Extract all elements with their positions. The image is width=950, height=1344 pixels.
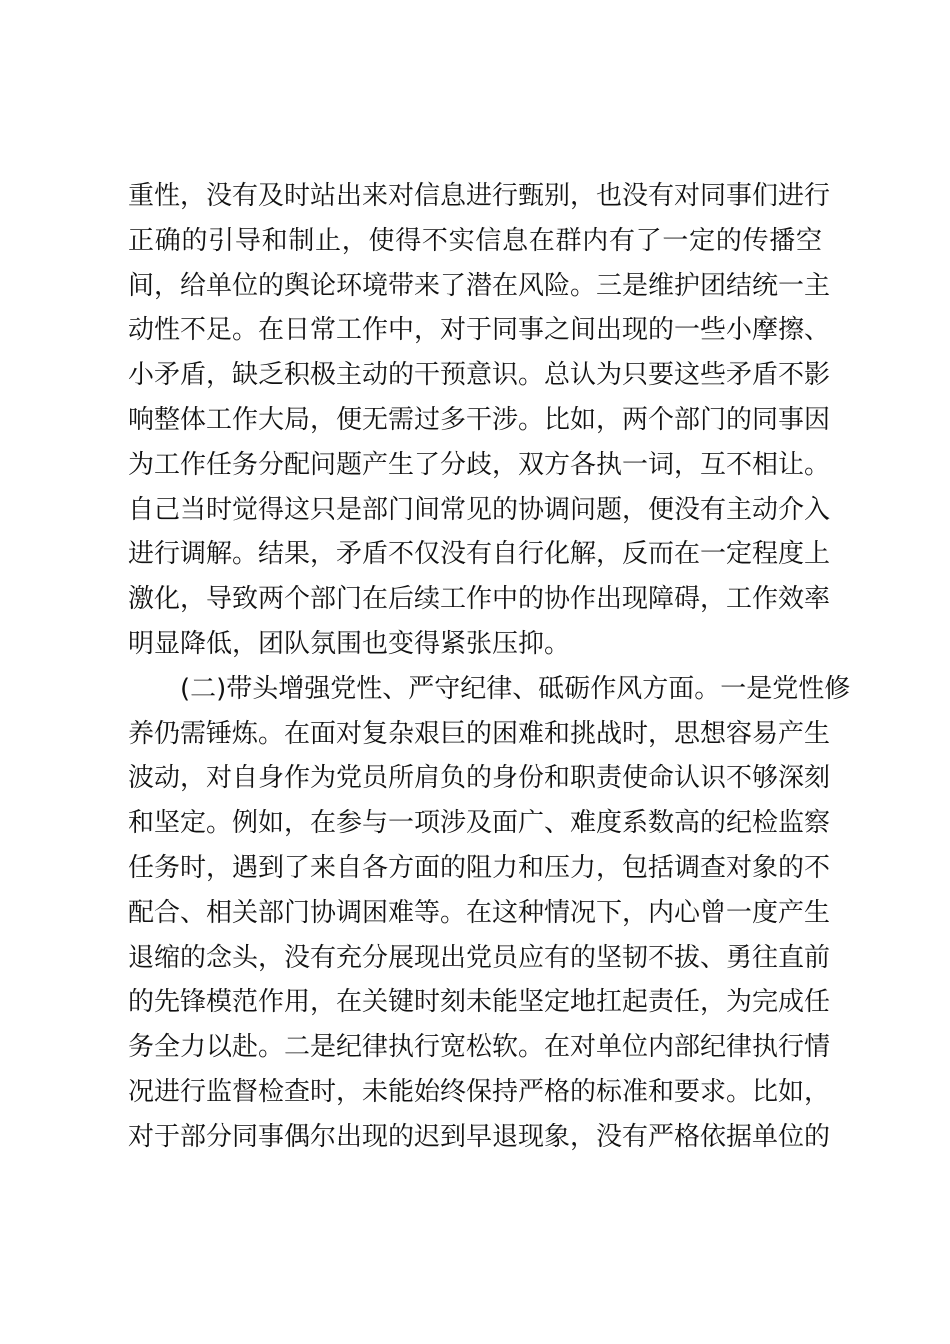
body-text — [128, 174, 851, 1160]
text-line-6: 响整体工作大局，便无需过多干涉。比如，两个部门的同事因 — [128, 404, 831, 435]
text-line-5: 小矛盾，缺乏积极主动的干预意识。总认为只要这些矛盾不影 — [128, 360, 831, 391]
text-line-15: 和坚定。例如，在参与一项涉及面广、难度系数高的纪检监察 — [128, 808, 831, 839]
text-line-1: 重性，没有及时站出来对信息进行甄别，也没有对同事们进行 — [128, 181, 831, 211]
text-line-4: 动性不足。在日常工作中，对于同事之间出现的一些小摩擦、 — [128, 315, 831, 346]
text-line-11: 明显降低，团队氛围也变得紧张压抑。 — [128, 628, 571, 659]
section-heading-line: (二)带头增强党性、严守纪律、砥砺作风方面。一是党性修 — [180, 673, 851, 704]
text-line-10: 激化，导致两个部门在后续工作中的协作出现障碍，工作效率 — [128, 584, 831, 615]
text-line-19: 的先锋模范作用，在关键时刻未能坚定地扛起责任，为完成任 — [128, 987, 831, 1018]
text-line-13: 养仍需锤炼。在面对复杂艰巨的困难和挑战时，思想容易产生 — [128, 718, 831, 749]
text-line-20: 务全力以赴。二是纪律执行宽松软。在对单位内部纪律执行情 — [128, 1032, 831, 1063]
text-line-8: 自己当时觉得这只是部门间常见的协调问题，便没有主动介入 — [128, 494, 831, 525]
text-line-18: 退缩的念头，没有充分展现出党员应有的坚韧不拔、勇往直前 — [128, 942, 831, 973]
text-line-21: 况进行监督检查时，未能始终保持严格的标准和要求。比如， — [128, 1076, 831, 1107]
text-line-16: 任务时，遇到了来自各方面的阻力和压力，包括调查对象的不 — [128, 852, 831, 883]
text-line-17: 配合、相关部门协调困难等。在这种情况下，内心曾一度产生 — [128, 897, 831, 928]
text-line-14: 波动，对自身作为党员所肩负的身份和职责使命认识不够深刻 — [128, 763, 831, 794]
text-line-2: 正确的引导和制止，使得不实信息在群内有了一定的传播空 — [128, 225, 822, 256]
text-line-7: 为工作任务分配问题产生了分歧，双方各执一词，互不相让。 — [128, 449, 831, 480]
text-line-9: 进行调解。结果，矛盾不仅没有自行化解，反而在一定程度上 — [128, 539, 831, 570]
text-line-22: 对于部分同事偶尔出现的迟到早退现象，没有严格依据单位的 — [128, 1121, 831, 1152]
text-line-3: 间，给单位的舆论环境带来了潜在风险。三是维护团结统一主 — [128, 270, 831, 301]
